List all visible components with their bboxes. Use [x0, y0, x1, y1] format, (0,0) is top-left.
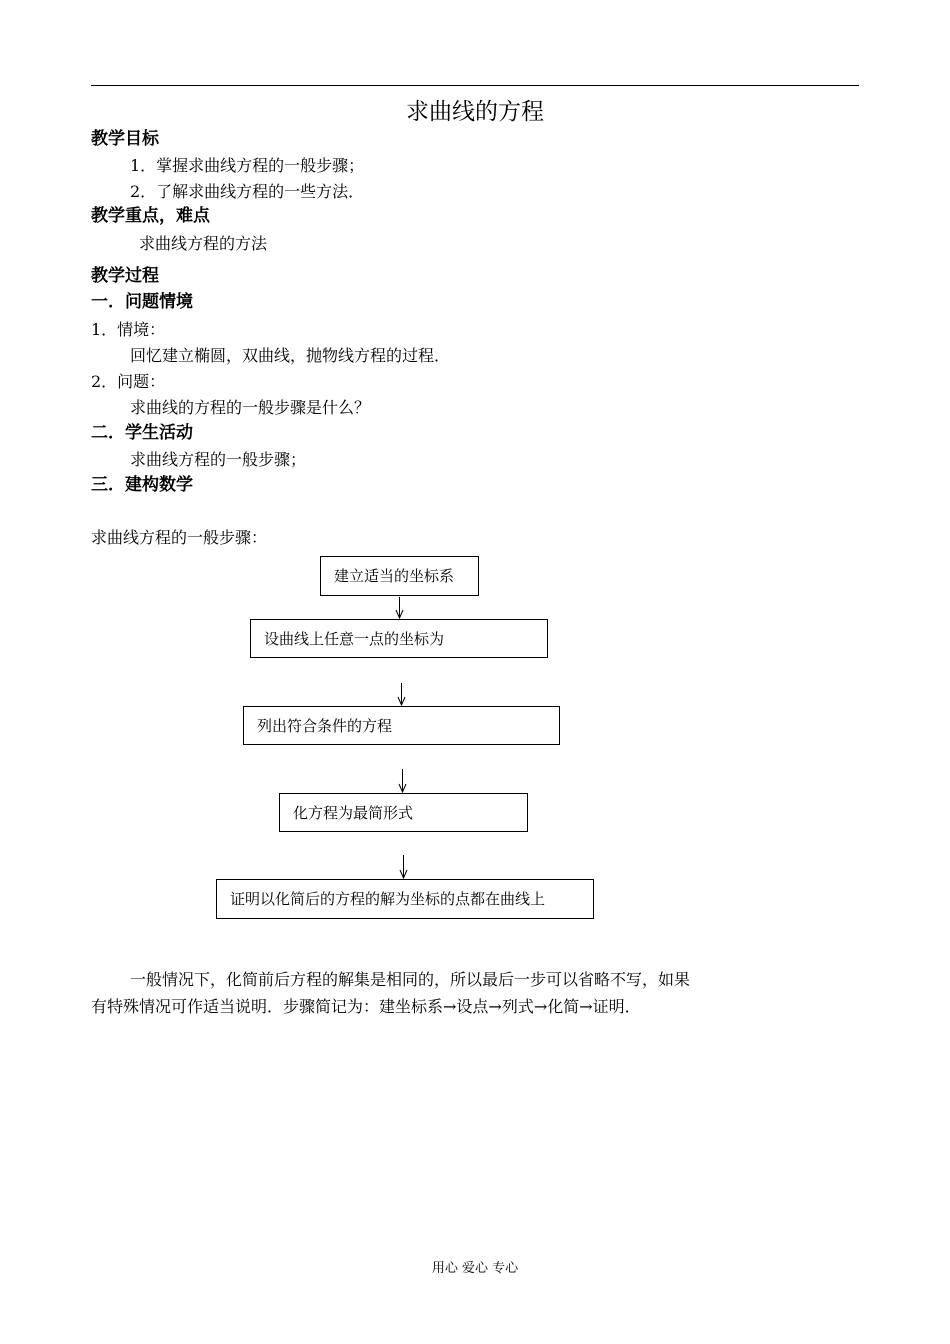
goal-item-1: 1．掌握求曲线方程的一般步骤； [130, 156, 365, 175]
section-1-item-1-text: 回忆建立椭圆，双曲线，抛物线方程的过程． [130, 346, 451, 365]
key-points-text: 求曲线方程的方法 [139, 234, 268, 253]
heading-key-points: 教学重点，难点 [91, 206, 210, 226]
flowchart-step-5: 证明以化简后的方程的解为坐标的点都在曲线上 [216, 879, 594, 919]
closing-paragraph-line-1: 一般情况下，化简前后方程的解集是相同的，所以最后一步可以省略不写，如果 [130, 970, 691, 989]
section-2-text: 求曲线方程的一般步骤； [130, 450, 307, 469]
section-1-heading: 一．问题情境 [91, 292, 193, 312]
flowchart-step-3: 列出符合条件的方程 [243, 706, 560, 745]
section-3-heading: 三．建构数学 [91, 475, 193, 495]
heading-teaching-goals: 教学目标 [91, 129, 159, 149]
section-1-item-2-label: 2．问题： [91, 372, 166, 391]
flowchart-step-4: 化方程为最简形式 [279, 793, 528, 832]
flowchart-arrow-2 [398, 683, 405, 705]
section-1-item-2-text: 求曲线的方程的一般步骤是什么？ [130, 398, 371, 417]
steps-intro: 求曲线方程的一般步骤： [91, 528, 268, 547]
flowchart-step-1: 建立适当的坐标系 [320, 556, 479, 596]
section-1-item-1-label: 1．情境： [91, 320, 166, 339]
document-title: 求曲线的方程 [406, 99, 544, 125]
heading-teaching-process: 教学过程 [91, 266, 159, 286]
page-footer: 用心 爱心 专心 [431, 1261, 519, 1276]
flowchart-arrow-1 [396, 597, 403, 618]
flowchart-step-2: 设曲线上任意一点的坐标为 [250, 619, 548, 658]
goal-item-2: 2．了解求曲线方程的一些方法． [130, 182, 365, 201]
closing-paragraph-line-2: 有特殊情况可作适当说明．步骤简记为：建坐标系→设点→列式→化简→证明． [91, 997, 641, 1016]
flowchart-arrow-3 [399, 769, 406, 792]
flowchart-arrow-4 [400, 855, 407, 878]
section-2-heading: 二．学生活动 [91, 423, 193, 443]
